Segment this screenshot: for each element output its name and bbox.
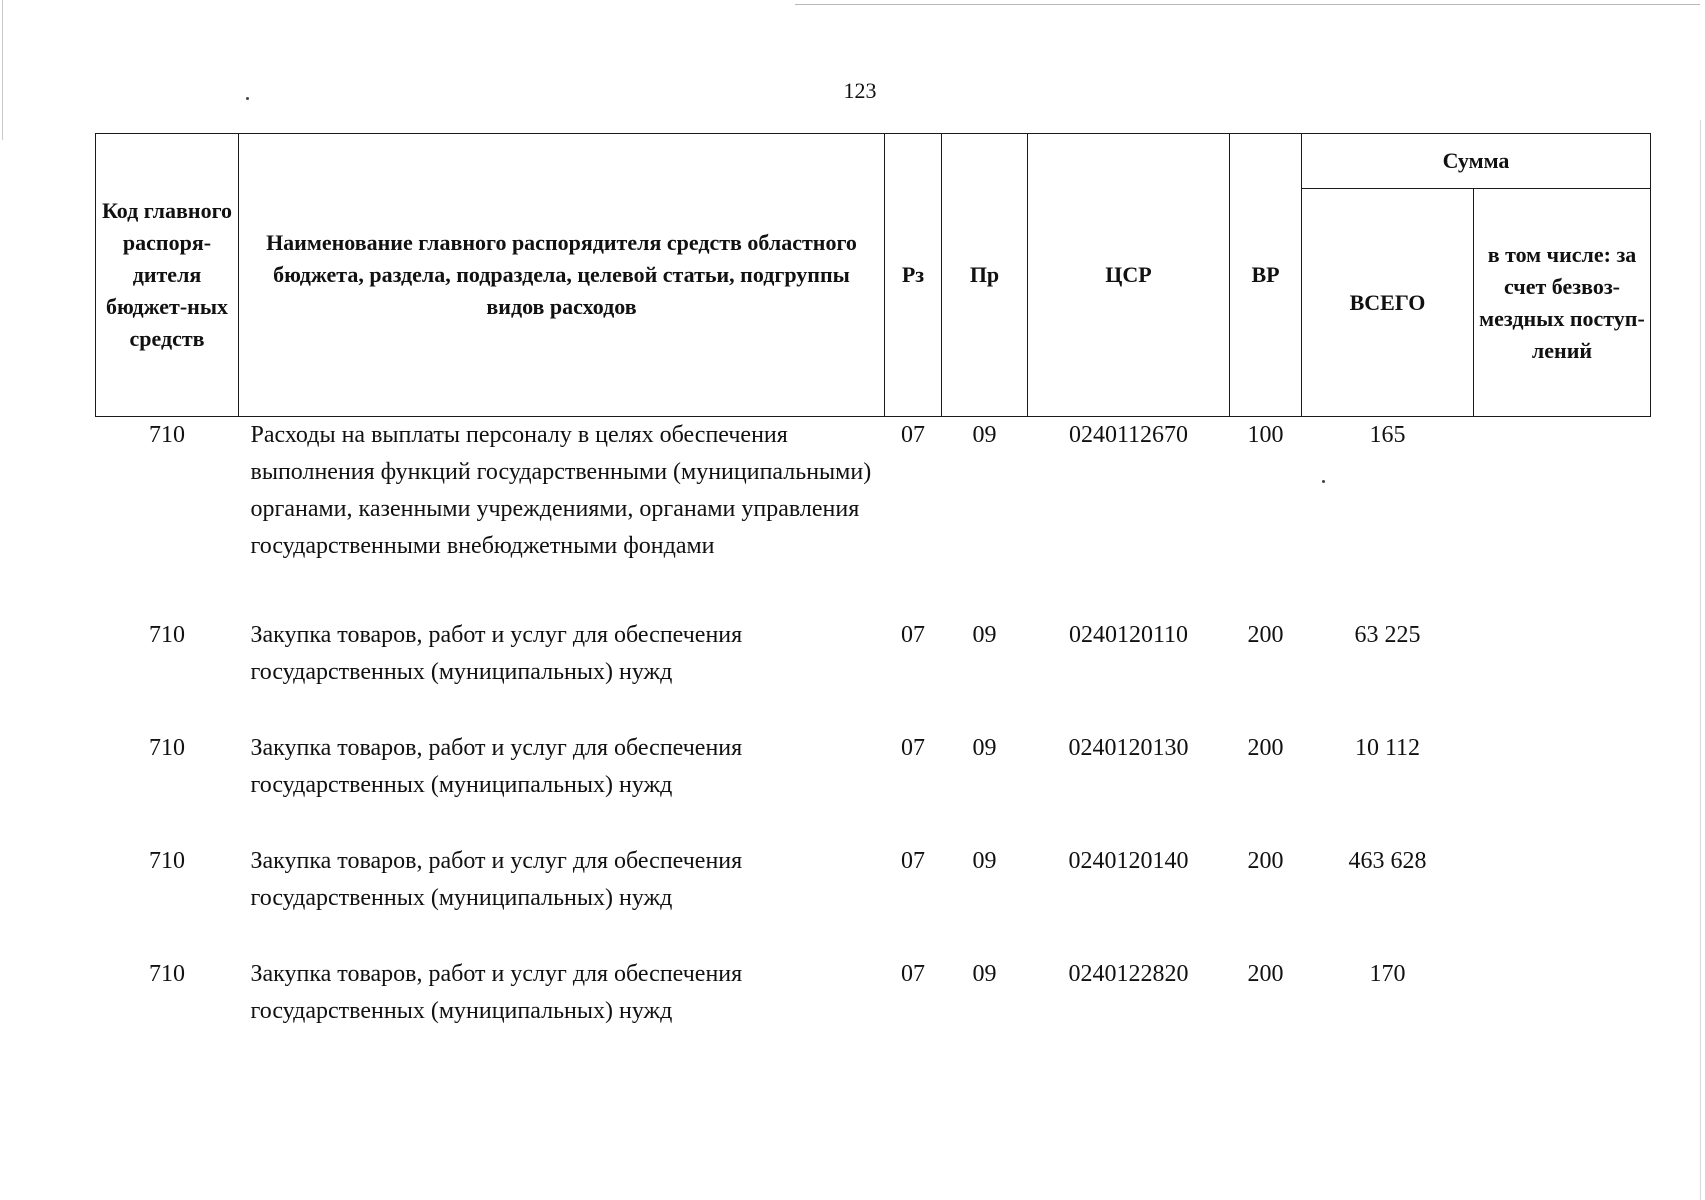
scan-artifact-left-line [2,0,3,140]
cell-total: 165 [1369,422,1406,448]
table-row [96,730,1651,843]
table-row [96,417,1651,618]
header-csr: ЦСР [1028,134,1230,417]
scan-artifact-top-line [795,4,1700,5]
cell-gratuitous [1474,843,1651,956]
cell-total: 170 [1369,961,1406,987]
scan-artifact-right-line [1700,120,1701,1200]
cell-vr: 200 [1247,735,1284,761]
cell-rz: 07 [901,735,925,761]
cell-gratuitous [1474,617,1651,730]
cell-csr: 0240112670 [1068,422,1189,448]
cell-csr: 0240120110 [1068,622,1189,648]
cell-vr: 100 [1247,422,1284,448]
cell-name: Закупка товаров, работ и услуг для обеспечения государственных (муниципальных) нужд [250,735,743,798]
cell-pr: 09 [972,422,997,448]
cell-name: Закупка товаров, работ и услуг для обеспечения государственных (муниципальных) нужд [250,961,743,1024]
header-sum: Сумма [1302,134,1651,189]
cell-total: 463 628 [1348,848,1427,874]
page-number: 123 [843,78,877,103]
cell-code: 710 [149,848,185,874]
header-pr: Пр [942,134,1028,417]
table-body [96,417,1651,1070]
cell-gratuitous [1474,956,1651,1069]
cell-gratuitous [1474,417,1651,618]
cell-pr: 09 [972,848,997,874]
cell-total: 10 112 [1354,735,1421,761]
header-rz: Рз [885,134,942,417]
cell-vr: 200 [1247,622,1284,648]
table-row [96,956,1651,1069]
cell-pr: 09 [972,622,997,648]
cell-name: Закупка товаров, работ и услуг для обеспечения государственных (муниципальных) нужд [250,848,743,911]
cell-code: 710 [149,622,185,648]
table-row [96,843,1651,956]
cell-rz: 07 [901,422,925,448]
cell-csr: 0240122820 [1068,961,1189,987]
header-total: ВСЕГО [1302,189,1474,417]
header-name: Наименование главного распорядителя средств областного бюджета, раздела, подраздела, целевой статьи, подгруппы видов расходов [239,134,885,417]
header-code: Код главного распоря-дителя бюджет-ных средств [96,134,239,417]
cell-rz: 07 [901,622,925,648]
cell-vr: 200 [1247,961,1284,987]
cell-rz: 07 [901,848,925,874]
cell-pr: 09 [972,735,997,761]
cell-total: 63 225 [1354,622,1421,648]
table-header [96,134,1651,417]
cell-rz: 07 [901,961,925,987]
cell-csr: 0240120140 [1068,848,1189,874]
cell-name: Закупка товаров, работ и услуг для обеспечения государственных (муниципальных) нужд [250,622,743,685]
cell-pr: 09 [972,961,997,987]
header-vr: ВР [1230,134,1302,417]
cell-csr: 0240120130 [1068,735,1189,761]
table-row [96,617,1651,730]
cell-code: 710 [149,961,185,987]
budget-table [95,133,1651,1069]
header-gratuitous: в том числе: за счет безвоз-мездных поступ-лений [1474,189,1651,417]
cell-name: Расходы на выплаты персоналу в целях обеспечения выполнения функций государственными (муниципальными) органами, казенными учреждениями, органами управления государственными внебюджетными фондами [250,422,872,559]
cell-vr: 200 [1247,848,1284,874]
cell-gratuitous [1474,730,1651,843]
cell-code: 710 [149,422,185,448]
cell-code: 710 [149,735,185,761]
